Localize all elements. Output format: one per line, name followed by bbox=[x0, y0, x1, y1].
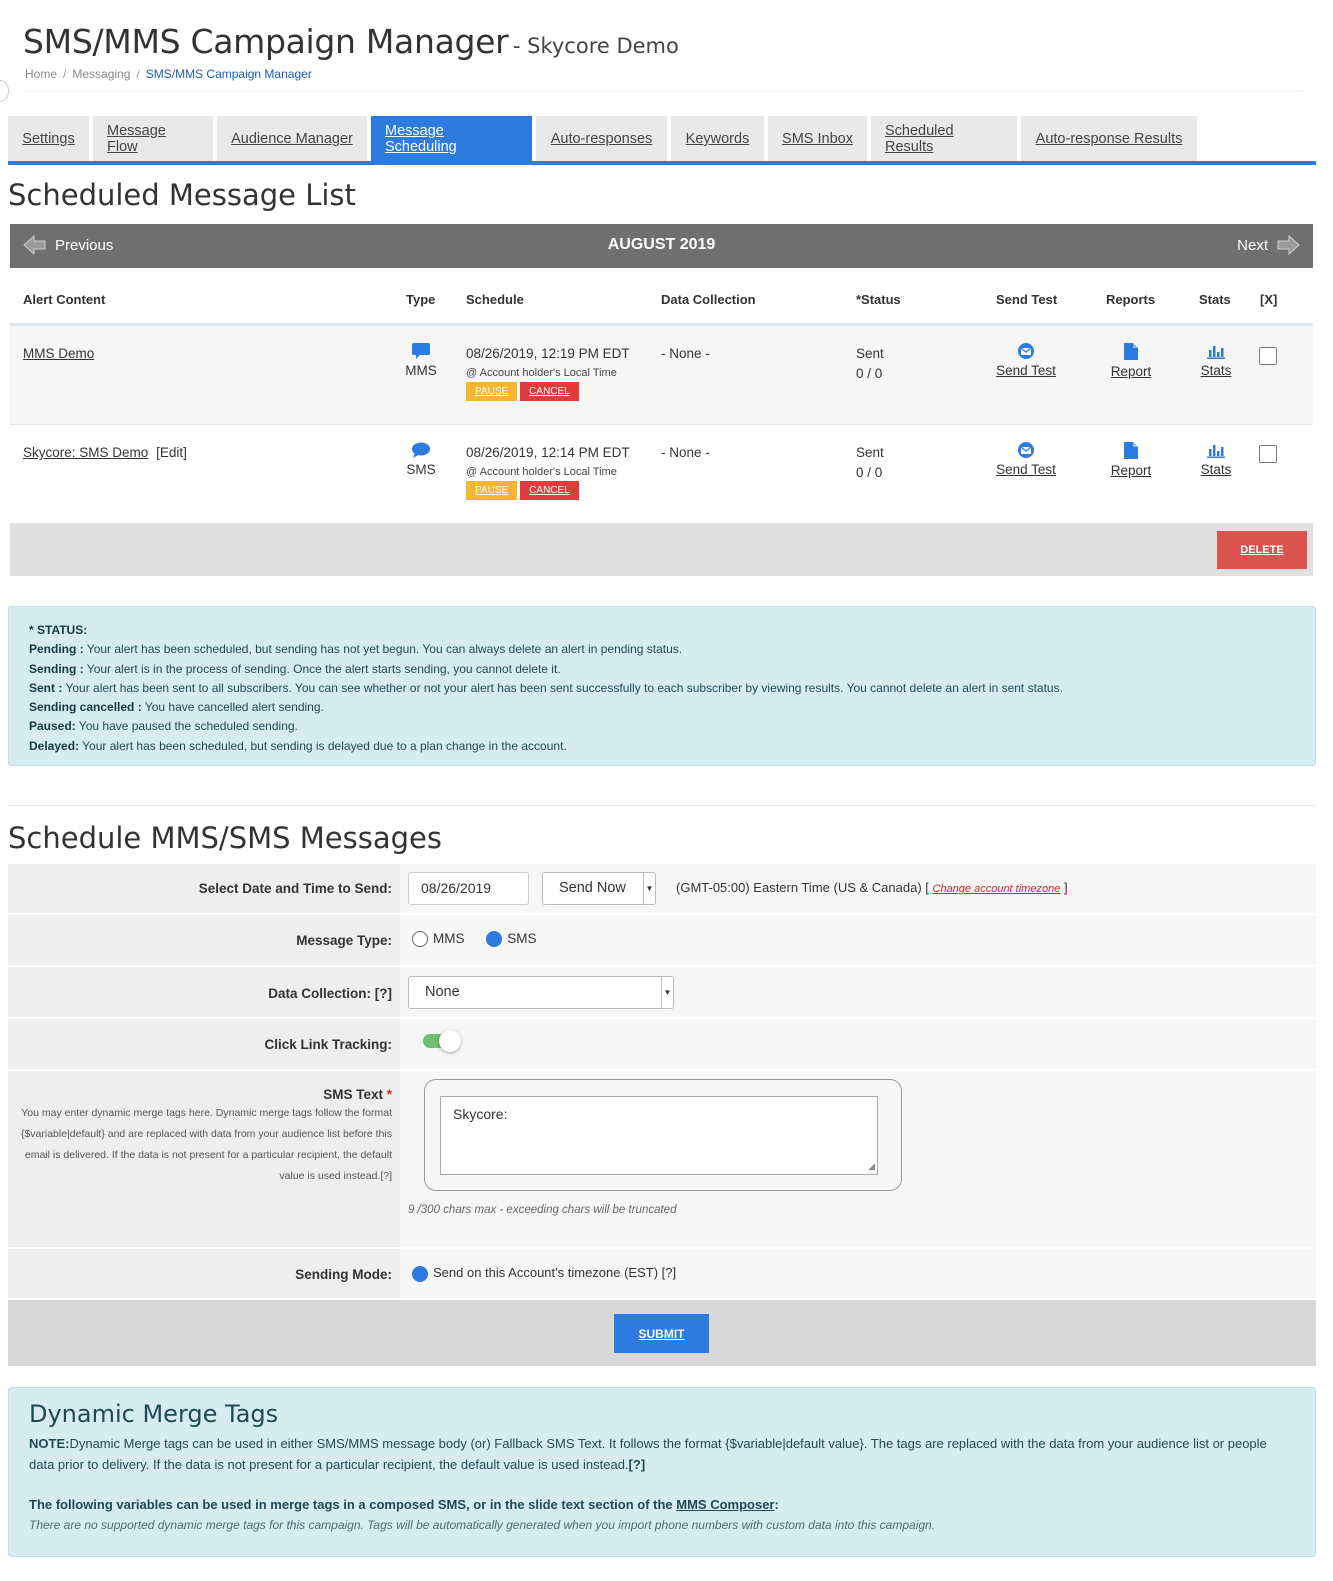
sms-text-label: SMS Text bbox=[323, 1087, 383, 1102]
sms-text-help: You may enter dynamic merge tags here. Dynamic merge tags follow the format {$variable|default} and are replaced with data from your audience list before this email is delivered. If the data is not present for a particular recipient, the default value is used instead.[?] bbox=[20, 1107, 392, 1182]
breadcrumb: Home / Messaging / SMS/MMS Campaign Manager bbox=[25, 67, 312, 81]
char-count: 9 /300 chars max - exceeding chars will be truncated bbox=[408, 1204, 677, 1216]
scheduled-message-table bbox=[10, 268, 1313, 576]
row-select-checkbox[interactable] bbox=[1259, 347, 1277, 365]
submit-bar bbox=[8, 1300, 1316, 1366]
schedule-form bbox=[8, 864, 1316, 1366]
required-asterisk: * bbox=[386, 1087, 392, 1102]
stats-label: Stats bbox=[1200, 462, 1232, 477]
tab-auto-responses[interactable]: Auto-responses bbox=[536, 116, 667, 162]
col-reports: Reports bbox=[1106, 292, 1156, 307]
send-test-label: Send Test bbox=[996, 363, 1056, 378]
form-row-sms-text bbox=[8, 1071, 1316, 1249]
data-collection-selected: None bbox=[425, 984, 460, 1000]
chevron-down-icon: ▼ bbox=[643, 873, 655, 904]
alert-content-link[interactable]: MMS Demo bbox=[23, 346, 95, 361]
tab-message-scheduling[interactable]: Message Scheduling bbox=[371, 116, 532, 162]
tab-message-flow[interactable]: Message Flow bbox=[93, 116, 213, 162]
tab-scheduled-results[interactable]: Scheduled Results bbox=[871, 116, 1017, 162]
table-header bbox=[10, 268, 1313, 326]
send-date-input[interactable]: 08/26/2019 bbox=[408, 872, 529, 905]
click-tracking-toggle[interactable] bbox=[423, 1034, 457, 1048]
merge-tags-title: Dynamic Merge Tags bbox=[29, 1400, 279, 1428]
change-timezone-link[interactable]: Change account timezone bbox=[932, 883, 1061, 895]
tab-audience-manager[interactable]: Audience Manager bbox=[217, 116, 367, 162]
date-time-label: Select Date and Time to Send: bbox=[8, 864, 400, 913]
send-test-link[interactable] bbox=[986, 441, 1066, 477]
stats-label: Stats bbox=[1200, 363, 1232, 378]
schedule-datetime: 08/26/2019, 12:19 PM EDT bbox=[466, 346, 630, 361]
col-type: Type bbox=[406, 292, 436, 307]
col-schedule: Schedule bbox=[466, 292, 524, 307]
page-title: SMS/MMS Campaign Manager bbox=[23, 22, 509, 61]
bar-chart-icon bbox=[1206, 342, 1226, 360]
sending-mode-value: Send on this Account's timezone (EST) [?] bbox=[433, 1265, 677, 1280]
toggle-knob bbox=[439, 1030, 461, 1052]
merge-tags-note: NOTE:Dynamic Merge tags can be used in either SMS/MMS message body (or) Fallback SMS Text. It follows the format {$variable|default value}. The tags are replaced with the data from your audience list or people data prior to delivery. If the data is not present for a particular recipient, the default value is used instead.[?] bbox=[29, 1436, 1267, 1472]
report-document-icon bbox=[1123, 342, 1139, 361]
table-row bbox=[10, 425, 1313, 524]
send-test-label: Send Test bbox=[996, 462, 1056, 477]
data-collection-value: - None - bbox=[661, 445, 710, 460]
cancel-button[interactable]: CANCEL bbox=[520, 382, 579, 401]
schedule-timezone-note: @ Account holder's Local Time bbox=[466, 367, 617, 379]
merge-variables-heading: The following variables can be used in merge tags in a composed SMS, or in the slide text section of the MMS Composer: bbox=[29, 1497, 779, 1512]
status-item: Sent : Your alert has been sent to all subscribers. You can see whether or not your alert has been sent successfully to each subscriber by viewing results. You cannot delete an alert in sent status. bbox=[29, 680, 1063, 695]
data-collection-label: Data Collection: [?] bbox=[8, 967, 400, 1017]
col-status: *Status bbox=[856, 292, 901, 307]
tab-keywords[interactable]: Keywords bbox=[671, 116, 764, 162]
merge-tags-empty: There are no supported dynamic merge tags for this campaign. Tags will be automatically generated when you import phone numbers with custom data into this campaign. bbox=[29, 1518, 936, 1532]
next-label: Next bbox=[1237, 236, 1268, 254]
breadcrumb-current[interactable]: SMS/MMS Campaign Manager bbox=[145, 67, 312, 81]
col-data-collection: Data Collection bbox=[661, 292, 756, 307]
form-row-message-type bbox=[8, 915, 1316, 967]
breadcrumb-messaging[interactable]: Messaging bbox=[72, 67, 131, 81]
status-item: Delayed: Your alert has been scheduled, but sending is delayed due to a plan change in the account. bbox=[29, 738, 567, 753]
status-counts: 0 / 0 bbox=[856, 366, 883, 381]
schedule-datetime: 08/26/2019, 12:14 PM EDT bbox=[466, 445, 630, 460]
sms-bubble bbox=[424, 1079, 902, 1191]
merge-tags-box bbox=[8, 1387, 1316, 1557]
report-label: Report bbox=[1110, 463, 1152, 478]
table-footer bbox=[10, 524, 1313, 576]
page-header bbox=[23, 22, 679, 61]
message-type-label: Message Type: bbox=[8, 915, 400, 965]
edge-handle bbox=[0, 80, 9, 102]
report-link[interactable] bbox=[1100, 342, 1162, 379]
send-time-select[interactable] bbox=[542, 872, 656, 905]
sms-text-input[interactable] bbox=[440, 1096, 878, 1175]
mms-radio[interactable] bbox=[412, 931, 428, 947]
header-divider bbox=[23, 91, 1303, 92]
status-value: Sent bbox=[856, 346, 884, 361]
send-time-value: Send Now bbox=[559, 880, 626, 896]
data-collection-value: - None - bbox=[661, 346, 710, 361]
sending-mode-radio[interactable] bbox=[412, 1266, 428, 1282]
delete-button[interactable]: DELETE bbox=[1217, 531, 1307, 569]
status-item: Pending : Your alert has been scheduled, but sending has not yet begun. You can always delete an alert in pending status. bbox=[29, 642, 683, 657]
click-tracking-label: Click Link Tracking: bbox=[8, 1019, 400, 1069]
form-row-click-tracking bbox=[8, 1019, 1316, 1071]
chevron-down-icon: ▼ bbox=[661, 977, 673, 1008]
sms-radio[interactable] bbox=[486, 931, 502, 947]
tab-bar bbox=[8, 116, 1197, 162]
status-heading: * STATUS: bbox=[29, 623, 88, 637]
cancel-button[interactable]: CANCEL bbox=[520, 481, 579, 500]
col-send-test: Send Test bbox=[996, 292, 1058, 307]
data-collection-select[interactable] bbox=[408, 976, 674, 1009]
resize-handle-icon[interactable]: ◢ bbox=[868, 1161, 875, 1171]
col-alert-content: Alert Content bbox=[23, 292, 106, 307]
bar-chart-icon bbox=[1206, 441, 1226, 459]
row-select-checkbox[interactable] bbox=[1259, 445, 1277, 463]
mms-composer-link[interactable]: MMS Composer bbox=[676, 1497, 775, 1512]
timezone-close: ] bbox=[1063, 880, 1068, 895]
month-navbar bbox=[10, 224, 1313, 268]
stats-link[interactable] bbox=[1193, 441, 1239, 477]
form-row-datetime bbox=[8, 864, 1316, 915]
alert-content-link[interactable]: Skycore: SMS Demo bbox=[23, 445, 149, 460]
arrow-right-icon bbox=[1276, 234, 1300, 256]
mms-message-icon bbox=[411, 342, 431, 360]
status-counts: 0 / 0 bbox=[856, 465, 883, 480]
tab-settings[interactable]: Settings bbox=[8, 116, 89, 162]
merge-help-link[interactable]: [?] bbox=[628, 1457, 646, 1472]
report-link[interactable] bbox=[1100, 441, 1162, 478]
sms-chat-icon bbox=[411, 441, 431, 459]
sms-text-value: Skycore: bbox=[453, 1106, 508, 1122]
month-label: AUGUST 2019 bbox=[607, 236, 716, 253]
status-legend bbox=[8, 606, 1316, 766]
status-item: Paused: You have paused the scheduled sending. bbox=[29, 719, 298, 734]
sending-mode-label: Sending Mode: bbox=[8, 1249, 400, 1298]
form-row-data-collection bbox=[8, 967, 1316, 1019]
next-month-button[interactable] bbox=[1237, 234, 1300, 256]
send-test-icon bbox=[1016, 342, 1036, 360]
status-item: Sending : Your alert is in the process of sending. Once the alert starts sending, you cannot delete it. bbox=[29, 661, 561, 676]
submit-button[interactable]: SUBMIT bbox=[614, 1314, 709, 1353]
message-type: MMS bbox=[405, 363, 437, 378]
pause-button[interactable]: PAUSE bbox=[466, 382, 517, 401]
pause-button[interactable]: PAUSE bbox=[466, 481, 517, 500]
col-select: [X] bbox=[1260, 292, 1278, 307]
schedule-form-title: Schedule MMS/SMS Messages bbox=[8, 821, 442, 855]
tab-sms-inbox[interactable]: SMS Inbox bbox=[768, 116, 867, 162]
previous-label: Previous bbox=[55, 236, 114, 254]
send-test-link[interactable] bbox=[986, 342, 1066, 378]
send-test-icon bbox=[1016, 441, 1036, 459]
form-row-sending-mode bbox=[8, 1249, 1316, 1300]
table-row bbox=[10, 326, 1313, 425]
tab-auto-response-results[interactable]: Auto-response Results bbox=[1021, 116, 1197, 162]
edit-link[interactable]: [Edit] bbox=[156, 445, 187, 460]
breadcrumb-home[interactable]: Home bbox=[25, 67, 58, 81]
section-divider bbox=[8, 805, 1316, 806]
timezone-text: (GMT-05:00) Eastern Time (US & Canada) [ bbox=[676, 880, 929, 895]
scheduled-list-title: Scheduled Message List bbox=[8, 178, 356, 212]
report-document-icon bbox=[1123, 441, 1139, 460]
stats-link[interactable] bbox=[1193, 342, 1239, 378]
tab-underline bbox=[8, 161, 1316, 165]
mms-radio-label: MMS bbox=[433, 931, 465, 946]
sms-radio-label: SMS bbox=[507, 931, 537, 946]
status-item: Sending cancelled : You have cancelled alert sending. bbox=[29, 700, 324, 715]
message-type: SMS bbox=[406, 462, 436, 477]
page-subtitle: - Skycore Demo bbox=[512, 34, 679, 58]
schedule-timezone-note: @ Account holder's Local Time bbox=[466, 466, 617, 478]
report-label: Report bbox=[1110, 364, 1152, 379]
status-value: Sent bbox=[856, 445, 884, 460]
col-stats: Stats bbox=[1199, 292, 1231, 307]
